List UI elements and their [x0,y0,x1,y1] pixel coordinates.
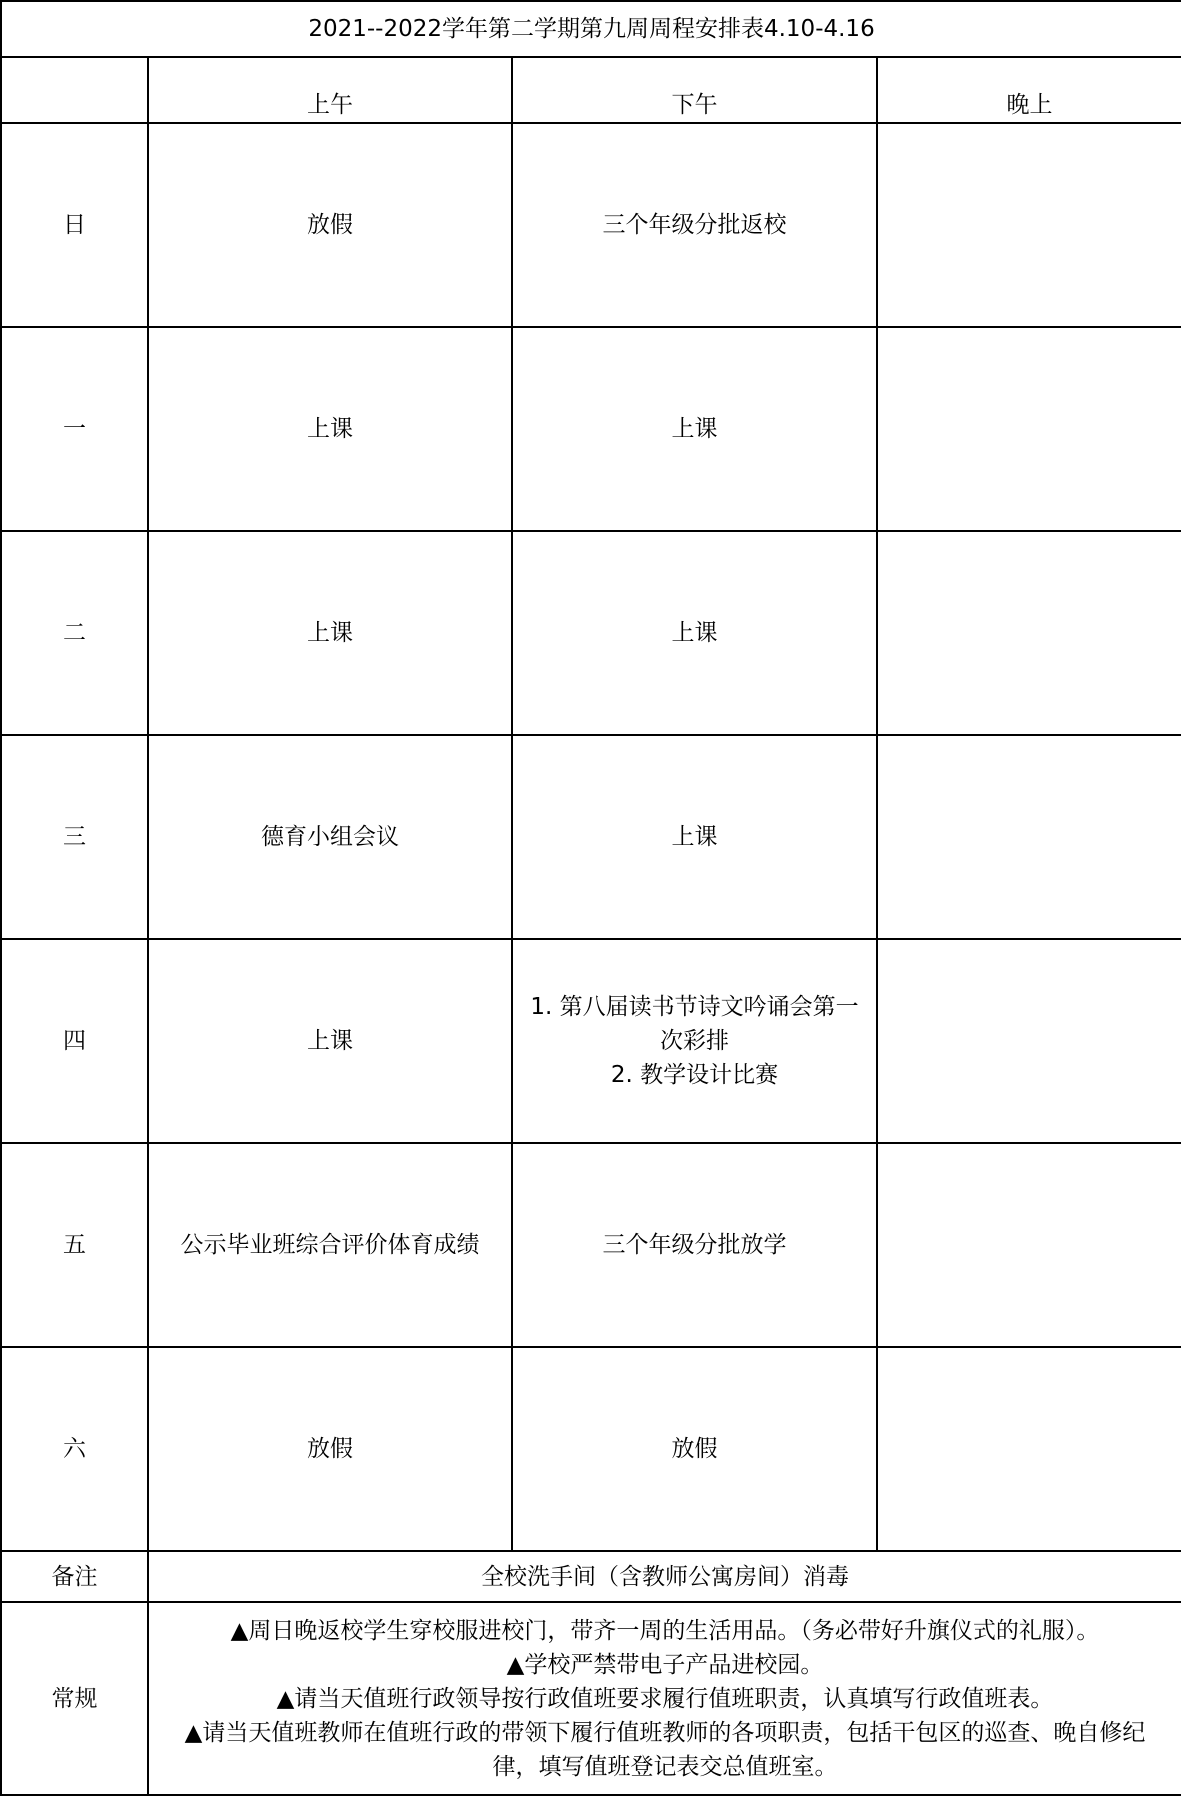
morning-cell [148,123,512,327]
event-line: 上课 [671,416,718,442]
day-row [1,531,1181,735]
day-rows [1,123,1181,1551]
event-line: 放假 [307,212,353,238]
afternoon-cell [512,327,877,531]
morning-cell [148,1347,512,1551]
morning-cell [148,939,512,1143]
event-line: 公示毕业班综合评价体育成绩 [180,1232,480,1258]
note-text: 全校洗手间（含教师公寓房间）消毒 [148,1551,1181,1602]
header-blank-cell [1,57,148,123]
day-label: 四 [1,939,148,1143]
day-row [1,327,1181,531]
day-row [1,939,1181,1143]
day-label: 日 [1,123,148,327]
event-line: 上课 [307,1028,353,1054]
afternoon-cell [512,1347,877,1551]
header-row [1,57,1181,123]
event-line: 三个年级分批放学 [602,1232,787,1258]
afternoon-cell [512,531,877,735]
header-evening: 晚上 [877,57,1181,123]
day-row [1,1347,1181,1551]
event-line: 2. 教学设计比赛 [610,1062,779,1088]
day-label: 五 [1,1143,148,1347]
event-line: 上课 [307,620,353,646]
event-line: 三个年级分批返校 [602,212,787,238]
evening-cell [877,1143,1181,1347]
header-morning: 上午 [148,57,512,123]
event-line: 上课 [671,824,718,850]
event-line: 上课 [307,416,353,442]
morning-cell [148,1143,512,1347]
event-line: 德育小组会议 [261,824,399,850]
event-line: 上课 [671,620,718,646]
rule-line: ▲请当天值班行政领导按行政值班要求履行值班职责，认真填写行政值班表。 [276,1685,1054,1712]
day-row [1,735,1181,939]
morning-cell [148,735,512,939]
day-label: 六 [1,1347,148,1551]
morning-cell [148,531,512,735]
event-line: 放假 [307,1436,353,1462]
afternoon-cell [512,123,877,327]
note-label: 备注 [1,1551,148,1602]
day-row [1,123,1181,327]
rules-text [148,1602,1181,1795]
day-label: 二 [1,531,148,735]
evening-cell [877,531,1181,735]
afternoon-cell [512,939,877,1143]
rules-row [1,1602,1181,1795]
morning-cell [148,327,512,531]
rule-line: ▲学校严禁带电子产品进校园。 [506,1651,824,1678]
afternoon-cell [512,1143,877,1347]
rule-line: ▲周日晚返校学生穿校服进校门，带齐一周的生活用品。（务必带好升旗仪式的礼服）。 [230,1617,1100,1644]
rule-line: ▲请当天值班教师在值班行政的带领下履行值班教师的各项职责，包括干包区的巡查、晚自修纪 [184,1719,1146,1746]
event-line: 1. 第八届读书节诗文吟诵会第一 [530,994,859,1020]
rules-label: 常规 [1,1602,148,1795]
evening-cell [877,939,1181,1143]
day-row [1,1143,1181,1347]
schedule-title: 2021--2022学年第二学期第九周周程安排表4.10-4.16 [1,1,1181,57]
afternoon-cell [512,735,877,939]
event-line: 次彩排 [660,1028,729,1054]
note-row [1,1551,1181,1602]
day-label: 三 [1,735,148,939]
evening-cell [877,1347,1181,1551]
evening-cell [877,123,1181,327]
header-afternoon: 下午 [512,57,877,123]
evening-cell [877,735,1181,939]
rule-line: 律，填写值班登记表交总值班室。 [492,1753,838,1780]
day-label: 一 [1,327,148,531]
event-line: 放假 [671,1436,718,1462]
evening-cell [877,327,1181,531]
title-row [1,1,1181,57]
